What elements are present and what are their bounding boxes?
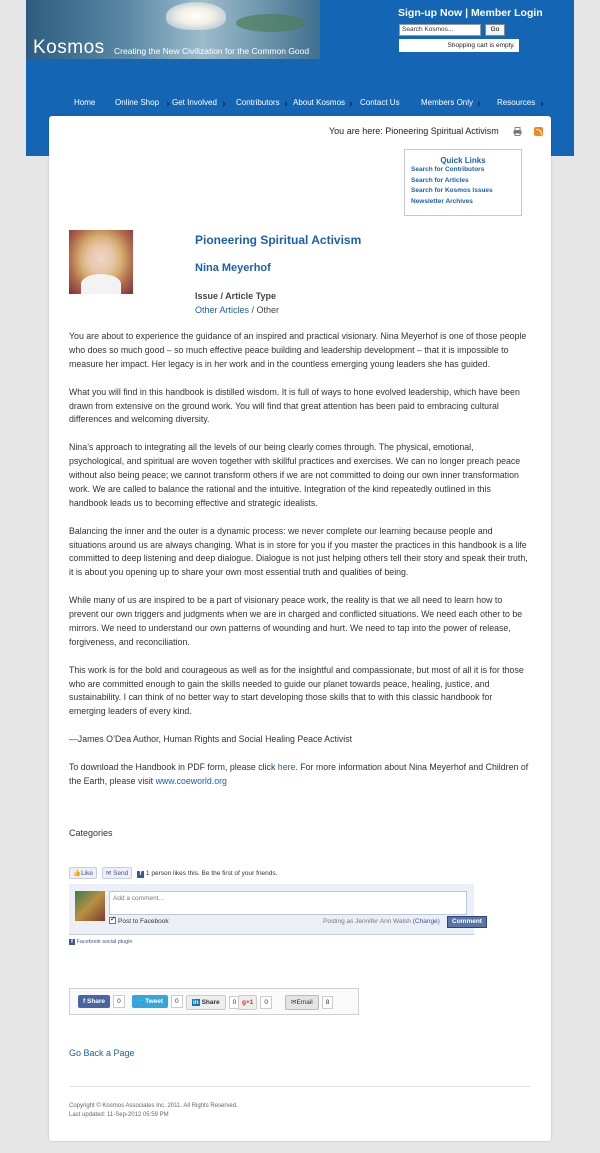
article-paragraph: What you will find in this handbook is distilled wisdom. It is full of ways to hone evolved leadership, which have been drawn from extensive on the ground work. You will find that great attention has been paid to embracing cultural differences and welcoming diversity. (69, 386, 520, 425)
article-author[interactable]: Nina Meyerhof (195, 262, 271, 274)
commenter-avatar (75, 891, 105, 921)
google-plus-label: +1 (245, 999, 254, 1006)
facebook-share[interactable] (78, 995, 125, 1008)
nav-about-kosmos[interactable]: About Kosmos (293, 98, 346, 107)
nav-arrow-icon (285, 101, 288, 107)
tweet-count: 0 (171, 995, 183, 1008)
facebook-f-icon: f (137, 871, 144, 878)
article-title: Pioneering Spiritual Activism (195, 233, 362, 247)
download-text: To download the Handbook in PDF form, please click (69, 761, 278, 772)
posting-as-name: Posting as Jennifer Ann Walsh (323, 918, 411, 925)
member-login-link[interactable]: Member Login (470, 7, 543, 19)
nav-arrow-icon (223, 101, 226, 107)
facebook-social-plugin[interactable] (69, 939, 132, 945)
article-paragraph: Nina’s approach to integrating all the levels of our being clearly comes through. The physical, emotional, psychological, and spiritual are woven together with skillful practices and exercises. We can no longer preach peace without also being peace; we cannot transform others if we are not committed to doing our own inner transformation work. We are called to balance the rational and the intuitive. Integration of the kind repeatedly outlined in this handbook leads us to becoming effective and strategic idealists. (69, 442, 521, 508)
nav-get-involved[interactable]: Get Involved (172, 98, 217, 107)
account-separator: | (465, 7, 471, 19)
nav-arrow-icon (541, 101, 544, 107)
post-to-facebook-option[interactable] (109, 917, 169, 925)
quick-link-contributors[interactable]: Search for Contributors (411, 166, 485, 173)
site-tagline: Creating the New Civilization for the Common Good (114, 46, 310, 56)
nav-home[interactable]: Home (74, 98, 96, 107)
article-paragraph: While many of us are inspired to be a part of visionary peace work, the reality is that we all need to learn how to prevent our own triggers and judgments when we are in charged and conflicted situations. We need each other to be mirrors. We need to understand our own patterns of wounding and hurt. We need to tap into the power of release, forgiveness, and reconciliation. (69, 595, 523, 647)
categories-label: Categories (69, 828, 113, 838)
author-photo (69, 230, 133, 294)
facebook-like-bar (69, 867, 277, 879)
issue-type-label: Issue / Article Type (195, 291, 277, 301)
footer-divider (69, 1086, 531, 1087)
google-plus-share[interactable] (238, 995, 272, 1008)
article-attribution: —James O’Dea Author, Human Rights and Social Healing Peace Activist (69, 734, 353, 745)
quick-link-issues[interactable]: Search for Kosmos Issues (411, 187, 493, 194)
footer-copyright: Copyright © Kosmos Associates Inc. 2011. All Rights Reserved. (69, 1103, 238, 1109)
content-panel (49, 116, 551, 1141)
nav-arrow-icon (478, 101, 481, 107)
linkedin-share[interactable] (186, 995, 240, 1008)
nav-members-only[interactable]: Members Only (421, 98, 474, 107)
article-paragraph: You are about to experience the guidance of an inspired and practical visionary. Nina Meyerhof is one of those people who does so much good – so much effective peace building and leadership development – that it is impossible to measure her impact. Her legacy is in her work and in the countless emerging young leaders she has guided. (69, 331, 527, 369)
search-input[interactable]: Search Kosmos... (399, 24, 481, 36)
email-share[interactable] (285, 995, 333, 1008)
shopping-cart-status: Shopping cart is empty. (399, 39, 519, 52)
linkedin-share-label: Share (201, 999, 220, 1006)
quick-link-newsletter[interactable]: Newsletter Archives (411, 197, 473, 205)
nav-contact-us[interactable]: Contact Us (360, 98, 400, 107)
facebook-comment-input[interactable]: Add a comment... (109, 891, 467, 915)
issue-type-suffix: / Other (249, 305, 280, 315)
account-links (398, 7, 543, 19)
post-to-facebook-label: Post to Facebook (118, 918, 169, 925)
go-back-link[interactable]: Go Back a Page (69, 1048, 135, 1058)
email-share-label: Email (296, 999, 313, 1006)
article-body (69, 330, 531, 803)
main-nav (26, 98, 574, 112)
facebook-like-label: Like (81, 870, 94, 877)
change-account-link[interactable]: (Change) (412, 918, 440, 925)
breadcrumb-prefix: You are here: (329, 126, 383, 136)
nav-arrow-icon (350, 101, 353, 107)
issue-type-value (195, 305, 279, 315)
google-g-icon: g (242, 999, 246, 1006)
footer-last-updated: Last updated: 11-Sep-2012 05:59 PM (69, 1112, 169, 1118)
post-to-facebook-checkbox[interactable] (109, 917, 116, 924)
linkedin-icon: in (193, 999, 199, 1006)
tweet-button[interactable] (132, 995, 168, 1008)
quick-links-box (404, 149, 522, 216)
header-banner (26, 0, 320, 59)
email-share-count: 8 (322, 996, 334, 1009)
facebook-share-button[interactable] (78, 995, 110, 1008)
nav-arrow-icon (167, 101, 170, 107)
water-lily-image (166, 2, 226, 30)
coeworld-link[interactable]: www.coeworld.org (155, 775, 227, 786)
facebook-likes-text: 1 person likes this. Be the first of your friends. (145, 870, 278, 877)
send-icon: ✉ (105, 870, 112, 877)
facebook-comment-box (69, 884, 482, 935)
facebook-f-icon: f (83, 998, 87, 1005)
print-icon[interactable] (513, 127, 522, 136)
google-plus-button[interactable] (238, 995, 257, 1010)
download-paragraph (69, 761, 531, 789)
linkedin-share-button[interactable] (186, 995, 226, 1010)
lily-pad-image (236, 14, 306, 32)
facebook-send-button[interactable] (102, 867, 132, 879)
thumbs-up-icon: 👍 (73, 870, 82, 877)
facebook-share-count: 0 (113, 995, 125, 1008)
linkedin-share-count: 0 (229, 996, 241, 1009)
site-logo[interactable]: Kosmos (33, 37, 105, 58)
nav-contributors[interactable]: Contributors (236, 98, 280, 107)
download-here-link[interactable]: here (277, 761, 296, 772)
download-text-2: . For more information about Nina Meyerhof and Children of the Earth, please visit (69, 761, 529, 786)
quick-links-title: Quick Links (440, 156, 486, 165)
posting-as-text (323, 918, 440, 925)
facebook-f-icon: f (69, 939, 75, 945)
facebook-share-label: Share (86, 998, 106, 1005)
page-footer (69, 1102, 238, 1120)
share-bar (69, 988, 359, 1015)
rss-icon[interactable] (534, 127, 543, 136)
article-paragraph: This work is for the bold and courageous as well as for the insightful and compassionate, but most of all it is for those who are committed enough to gain the skills needed to guide our planet towards peace, healing, justice, and sustainability. I can think of no better way to start developing those skills that to with this classic handbook for emerging leaders of every kind. (69, 664, 524, 717)
envelope-icon: ✉ (291, 999, 297, 1006)
facebook-plugin-label: Facebook social plugin (76, 939, 133, 945)
quick-link-articles[interactable]: Search for Articles (411, 176, 469, 184)
twitter-share[interactable] (132, 995, 183, 1008)
nav-resources[interactable]: Resources (497, 98, 536, 107)
other-articles-link[interactable]: Other Articles (195, 305, 250, 315)
facebook-send-label: Send (113, 870, 129, 877)
twitter-bird-icon: 🐦 (137, 998, 146, 1005)
article-paragraph: Balancing the inner and the outer is a dynamic process: we never complete our learning because people and situations around us are always changing. What is in store for you if you master the practices in this handbook is a life committed to deep listening and deep dialogue. Dialogue is not just helping others tell their story and speak their truth, it is about you opening up to share your own most essential truth and qualities of being. (69, 525, 528, 578)
tweet-label: Tweet (145, 998, 164, 1005)
facebook-like-button[interactable] (69, 867, 97, 879)
breadcrumb (329, 126, 499, 136)
nav-online-shop[interactable]: Online Shop (115, 98, 160, 107)
search-go-button[interactable]: Go (485, 24, 505, 36)
facebook-comment-button[interactable]: Comment (447, 916, 487, 928)
signup-link[interactable]: Sign-up Now (398, 7, 463, 19)
google-plus-count: 0 (260, 996, 272, 1009)
email-share-button[interactable] (285, 995, 319, 1010)
breadcrumb-current: Pioneering Spiritual Activism (385, 126, 499, 136)
